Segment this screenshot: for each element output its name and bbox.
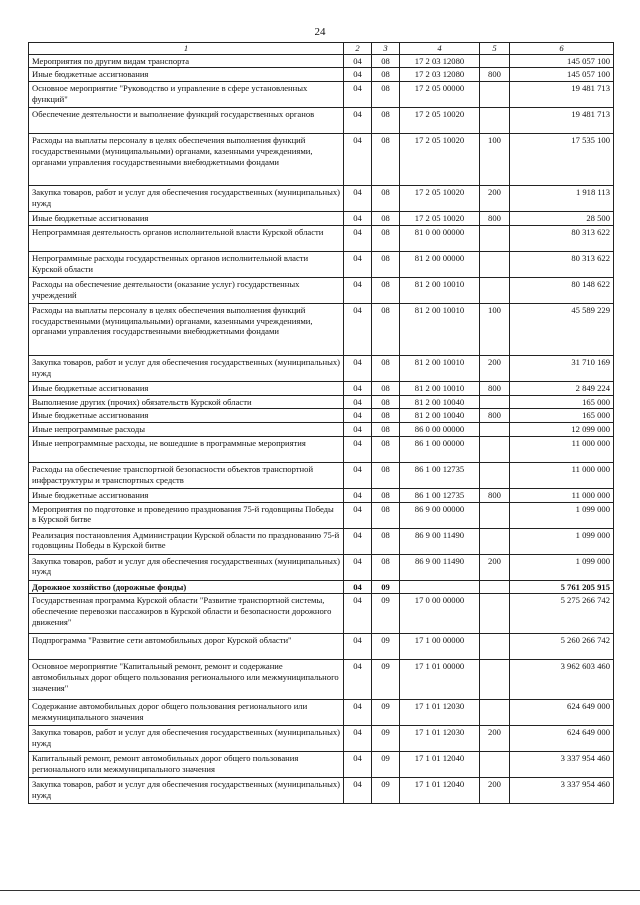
cell-section: 04: [344, 752, 372, 778]
cell-amount: 11 000 000: [510, 462, 614, 488]
cell-section: 04: [344, 381, 372, 395]
table-row: [29, 436, 614, 462]
cell-name: Закупка товаров, работ и услуг для обеспечения государственных (муниципальных) нужд: [29, 355, 344, 381]
cell-section: 04: [344, 303, 372, 355]
cell-subsection: 08: [372, 212, 400, 226]
cell-section: 04: [344, 82, 372, 108]
cell-name: Иные бюджетные ассигнования: [29, 488, 344, 502]
cell-name: Иные непрограммные расходы: [29, 423, 344, 437]
cell-target-article: 17 1 01 00000: [400, 660, 480, 700]
cell-section: 04: [344, 212, 372, 226]
cell-target-article: 81 2 00 10010: [400, 277, 480, 303]
cell-section: 04: [344, 423, 372, 437]
cell-target-article: 81 2 00 10040: [400, 409, 480, 423]
table-row: [29, 395, 614, 409]
cell-section: 04: [344, 395, 372, 409]
cell-expense-type: 200: [480, 778, 510, 804]
cell-target-article: 17 1 01 12030: [400, 700, 480, 726]
cell-expense-type: [480, 54, 510, 68]
cell-subsection: 08: [372, 423, 400, 437]
cell-expense-type: [480, 528, 510, 554]
table-row: [29, 502, 614, 528]
cell-amount: 624 649 000: [510, 726, 614, 752]
table-row: [29, 554, 614, 580]
cell-subsection: 08: [372, 277, 400, 303]
cell-expense-type: 100: [480, 134, 510, 186]
cell-section: 04: [344, 409, 372, 423]
header-row: [29, 43, 614, 55]
cell-amount: 1 099 000: [510, 502, 614, 528]
cell-target-article: 17 2 05 10020: [400, 134, 480, 186]
cell-target-article: 81 2 00 10040: [400, 395, 480, 409]
cell-amount: 5 761 205 915: [510, 580, 614, 594]
table-row: [29, 68, 614, 82]
cell-section: 04: [344, 488, 372, 502]
cell-expense-type: [480, 502, 510, 528]
cell-section: 04: [344, 462, 372, 488]
cell-expense-type: 800: [480, 68, 510, 82]
cell-subsection: 09: [372, 752, 400, 778]
cell-amount: 80 313 622: [510, 225, 614, 251]
cell-expense-type: 800: [480, 212, 510, 226]
cell-section: 04: [344, 634, 372, 660]
cell-target-article: 17 2 05 10020: [400, 108, 480, 134]
cell-expense-type: 800: [480, 409, 510, 423]
header-section: 2: [344, 43, 372, 55]
cell-subsection: 09: [372, 778, 400, 804]
table-row: [29, 752, 614, 778]
cell-expense-type: [480, 395, 510, 409]
cell-section: 04: [344, 594, 372, 634]
cell-amount: 5 275 266 742: [510, 594, 614, 634]
cell-expense-type: [480, 277, 510, 303]
cell-amount: 145 057 100: [510, 54, 614, 68]
table-row: [29, 528, 614, 554]
table-row: [29, 462, 614, 488]
table-row: [29, 594, 614, 634]
cell-subsection: 08: [372, 303, 400, 355]
cell-subsection: 08: [372, 251, 400, 277]
cell-target-article: 86 9 00 00000: [400, 502, 480, 528]
cell-subsection: 09: [372, 634, 400, 660]
cell-amount: 19 481 713: [510, 82, 614, 108]
cell-section: 04: [344, 554, 372, 580]
cell-target-article: 81 2 00 10010: [400, 381, 480, 395]
cell-expense-type: 100: [480, 303, 510, 355]
cell-expense-type: [480, 594, 510, 634]
table-row: [29, 700, 614, 726]
header-subsection: 3: [372, 43, 400, 55]
cell-amount: 28 500: [510, 212, 614, 226]
cell-target-article: 17 2 03 12080: [400, 54, 480, 68]
cell-amount: 45 589 229: [510, 303, 614, 355]
cell-name: Реализация постановления Администрации Курской области по празднованию 75-й годовщины Победы в Курской битве: [29, 528, 344, 554]
cell-name: Закупка товаров, работ и услуг для обеспечения государственных (муниципальных) нужд: [29, 554, 344, 580]
cell-section: 04: [344, 436, 372, 462]
cell-name: Иные бюджетные ассигнования: [29, 409, 344, 423]
header-amount: 6: [510, 43, 614, 55]
cell-name: Расходы на обеспечение транспортной безопасности объектов транспортной инфраструктуры и транспортных средств: [29, 462, 344, 488]
cell-amount: 3 962 603 460: [510, 660, 614, 700]
table-row: [29, 108, 614, 134]
cell-subsection: 09: [372, 594, 400, 634]
cell-expense-type: 200: [480, 554, 510, 580]
cell-target-article: 17 1 01 12040: [400, 752, 480, 778]
cell-target-article: 86 1 00 00000: [400, 436, 480, 462]
table-row: [29, 488, 614, 502]
page-number: 24: [314, 26, 326, 38]
cell-section: 04: [344, 68, 372, 82]
table-row: [29, 134, 614, 186]
cell-expense-type: 200: [480, 186, 510, 212]
cell-section: 04: [344, 277, 372, 303]
cell-amount: 17 535 100: [510, 134, 614, 186]
cell-subsection: 08: [372, 395, 400, 409]
cell-subsection: 08: [372, 436, 400, 462]
cell-subsection: 09: [372, 726, 400, 752]
header-target-article: 4: [400, 43, 480, 55]
table-row: [29, 277, 614, 303]
cell-amount: 624 649 000: [510, 700, 614, 726]
table-row: [29, 580, 614, 594]
cell-subsection: 08: [372, 528, 400, 554]
cell-target-article: 17 2 05 10020: [400, 212, 480, 226]
cell-name: Капитальный ремонт, ремонт автомобильных дорог общего пользования регионального или межмуниципального значения: [29, 752, 344, 778]
cell-amount: 5 260 266 742: [510, 634, 614, 660]
cell-subsection: 08: [372, 134, 400, 186]
cell-name: Государственная программа Курской области "Развитие транспортной системы, обеспечение перевозки пассажиров в Курской области и безопасности дорожного движения": [29, 594, 344, 634]
cell-amount: 31 710 169: [510, 355, 614, 381]
cell-subsection: 08: [372, 409, 400, 423]
table-row: [29, 634, 614, 660]
cell-name: Закупка товаров, работ и услуг для обеспечения государственных (муниципальных) нужд: [29, 778, 344, 804]
cell-expense-type: [480, 251, 510, 277]
cell-subsection: 08: [372, 54, 400, 68]
cell-target-article: 81 2 00 10010: [400, 355, 480, 381]
cell-name: Закупка товаров, работ и услуг для обеспечения государственных (муниципальных) нужд: [29, 726, 344, 752]
cell-target-article: 81 2 00 10010: [400, 303, 480, 355]
cell-amount: 11 000 000: [510, 488, 614, 502]
cell-section: 04: [344, 660, 372, 700]
cell-subsection: 08: [372, 462, 400, 488]
cell-name: Иные бюджетные ассигнования: [29, 381, 344, 395]
cell-section: 04: [344, 778, 372, 804]
cell-expense-type: [480, 660, 510, 700]
table-row: [29, 251, 614, 277]
cell-target-article: 17 0 00 00000: [400, 594, 480, 634]
cell-target-article: 86 9 00 11490: [400, 554, 480, 580]
cell-name: Закупка товаров, работ и услуг для обеспечения государственных (муниципальных) нужд: [29, 186, 344, 212]
header-expense-type: 5: [480, 43, 510, 55]
table-row: [29, 303, 614, 355]
cell-name: Непрограммные расходы государственных органов исполнительной власти Курской области: [29, 251, 344, 277]
cell-expense-type: 800: [480, 488, 510, 502]
cell-subsection: 08: [372, 488, 400, 502]
cell-name: Выполнение других (прочих) обязательств Курской области: [29, 395, 344, 409]
cell-amount: 165 000: [510, 409, 614, 423]
cell-section: 04: [344, 186, 372, 212]
table-row: [29, 778, 614, 804]
cell-expense-type: [480, 462, 510, 488]
cell-amount: 1 918 113: [510, 186, 614, 212]
cell-name: Иные непрограммные расходы, не вошедшие в программные мероприятия: [29, 436, 344, 462]
cell-expense-type: [480, 436, 510, 462]
bottom-rule: [0, 890, 640, 891]
table-row: [29, 186, 614, 212]
cell-subsection: 08: [372, 502, 400, 528]
cell-subsection: 08: [372, 554, 400, 580]
table-row: [29, 54, 614, 68]
cell-amount: 145 057 100: [510, 68, 614, 82]
table-row: [29, 355, 614, 381]
cell-expense-type: [480, 580, 510, 594]
cell-subsection: 08: [372, 225, 400, 251]
table-row: [29, 409, 614, 423]
cell-target-article: 17 1 01 12040: [400, 778, 480, 804]
cell-subsection: 08: [372, 381, 400, 395]
table-row: [29, 225, 614, 251]
cell-subsection: 08: [372, 68, 400, 82]
cell-name: Обеспечение деятельности и выполнение функций государственных органов: [29, 108, 344, 134]
table-row: [29, 381, 614, 395]
cell-expense-type: 200: [480, 355, 510, 381]
header-name: 1: [29, 43, 344, 55]
cell-target-article: 17 1 01 12030: [400, 726, 480, 752]
cell-name: Расходы на обеспечение деятельности (оказание услуг) государственных учреждений: [29, 277, 344, 303]
table-row: [29, 660, 614, 700]
cell-name: Основное мероприятие "Капитальный ремонт, ремонт и содержание автомобильных дорог общего пользования регионального или межмуниципального значения": [29, 660, 344, 700]
cell-amount: 12 099 000: [510, 423, 614, 437]
budget-table: [28, 42, 614, 804]
cell-subsection: 08: [372, 108, 400, 134]
cell-section: 04: [344, 502, 372, 528]
cell-amount: 1 099 000: [510, 528, 614, 554]
cell-expense-type: [480, 82, 510, 108]
cell-target-article: 86 1 00 12735: [400, 462, 480, 488]
cell-name: Мероприятия по подготовке и проведению празднования 75-й годовщины Победы в Курской битве: [29, 502, 344, 528]
cell-amount: 165 000: [510, 395, 614, 409]
cell-subsection: 09: [372, 660, 400, 700]
cell-subsection: 09: [372, 700, 400, 726]
cell-section: 04: [344, 528, 372, 554]
cell-target-article: [400, 580, 480, 594]
cell-section: 04: [344, 726, 372, 752]
cell-amount: 1 099 000: [510, 554, 614, 580]
cell-amount: 3 337 954 460: [510, 752, 614, 778]
table-row: [29, 212, 614, 226]
table-row: [29, 423, 614, 437]
cell-expense-type: [480, 634, 510, 660]
cell-name: Расходы на выплаты персоналу в целях обеспечения выполнения функций государственными (муниципальными) органами, казенными учреждениями, органами управления государственными внебюджетными фондами: [29, 134, 344, 186]
cell-name: Иные бюджетные ассигнования: [29, 68, 344, 82]
cell-subsection: 08: [372, 186, 400, 212]
cell-expense-type: [480, 752, 510, 778]
cell-expense-type: [480, 225, 510, 251]
cell-name: Иные бюджетные ассигнования: [29, 212, 344, 226]
cell-name: Содержание автомобильных дорог общего пользования регионального или межмуниципального значения: [29, 700, 344, 726]
cell-section: 04: [344, 54, 372, 68]
cell-section: 04: [344, 251, 372, 277]
cell-name: Дорожное хозяйство (дорожные фонды): [29, 580, 344, 594]
cell-target-article: 86 0 00 00000: [400, 423, 480, 437]
cell-subsection: 08: [372, 82, 400, 108]
cell-section: 04: [344, 355, 372, 381]
cell-target-article: 86 1 00 12735: [400, 488, 480, 502]
cell-target-article: 17 2 05 00000: [400, 82, 480, 108]
table-body: [29, 54, 614, 804]
cell-amount: 3 337 954 460: [510, 778, 614, 804]
cell-section: 04: [344, 225, 372, 251]
cell-name: Основное мероприятие "Руководство и управление в сфере установленных функций": [29, 82, 344, 108]
cell-name: Мероприятия по другим видам транспорта: [29, 54, 344, 68]
cell-target-article: 81 0 00 00000: [400, 225, 480, 251]
cell-section: 04: [344, 700, 372, 726]
cell-amount: 11 000 000: [510, 436, 614, 462]
cell-expense-type: 800: [480, 381, 510, 395]
table-row: [29, 82, 614, 108]
cell-name: Расходы на выплаты персоналу в целях обеспечения выполнения функций государственными (муниципальными) органами, казенными учреждениями, органами управления государственными внебюджетными фондами: [29, 303, 344, 355]
cell-amount: 80 313 622: [510, 251, 614, 277]
cell-section: 04: [344, 580, 372, 594]
table-row: [29, 726, 614, 752]
cell-name: Непрограммная деятельность органов исполнительной власти Курской области: [29, 225, 344, 251]
cell-name: Подпрограмма "Развитие сети автомобильных дорог Курской области": [29, 634, 344, 660]
cell-target-article: 17 2 03 12080: [400, 68, 480, 82]
cell-amount: 2 849 224: [510, 381, 614, 395]
cell-expense-type: 200: [480, 726, 510, 752]
cell-expense-type: [480, 108, 510, 134]
cell-expense-type: [480, 423, 510, 437]
cell-subsection: 09: [372, 580, 400, 594]
cell-amount: 19 481 713: [510, 108, 614, 134]
cell-target-article: 81 2 00 00000: [400, 251, 480, 277]
cell-subsection: 08: [372, 355, 400, 381]
cell-target-article: 17 2 05 10020: [400, 186, 480, 212]
cell-expense-type: [480, 700, 510, 726]
cell-target-article: 17 1 00 00000: [400, 634, 480, 660]
cell-section: 04: [344, 108, 372, 134]
cell-target-article: 86 9 00 11490: [400, 528, 480, 554]
cell-section: 04: [344, 134, 372, 186]
cell-amount: 80 148 622: [510, 277, 614, 303]
